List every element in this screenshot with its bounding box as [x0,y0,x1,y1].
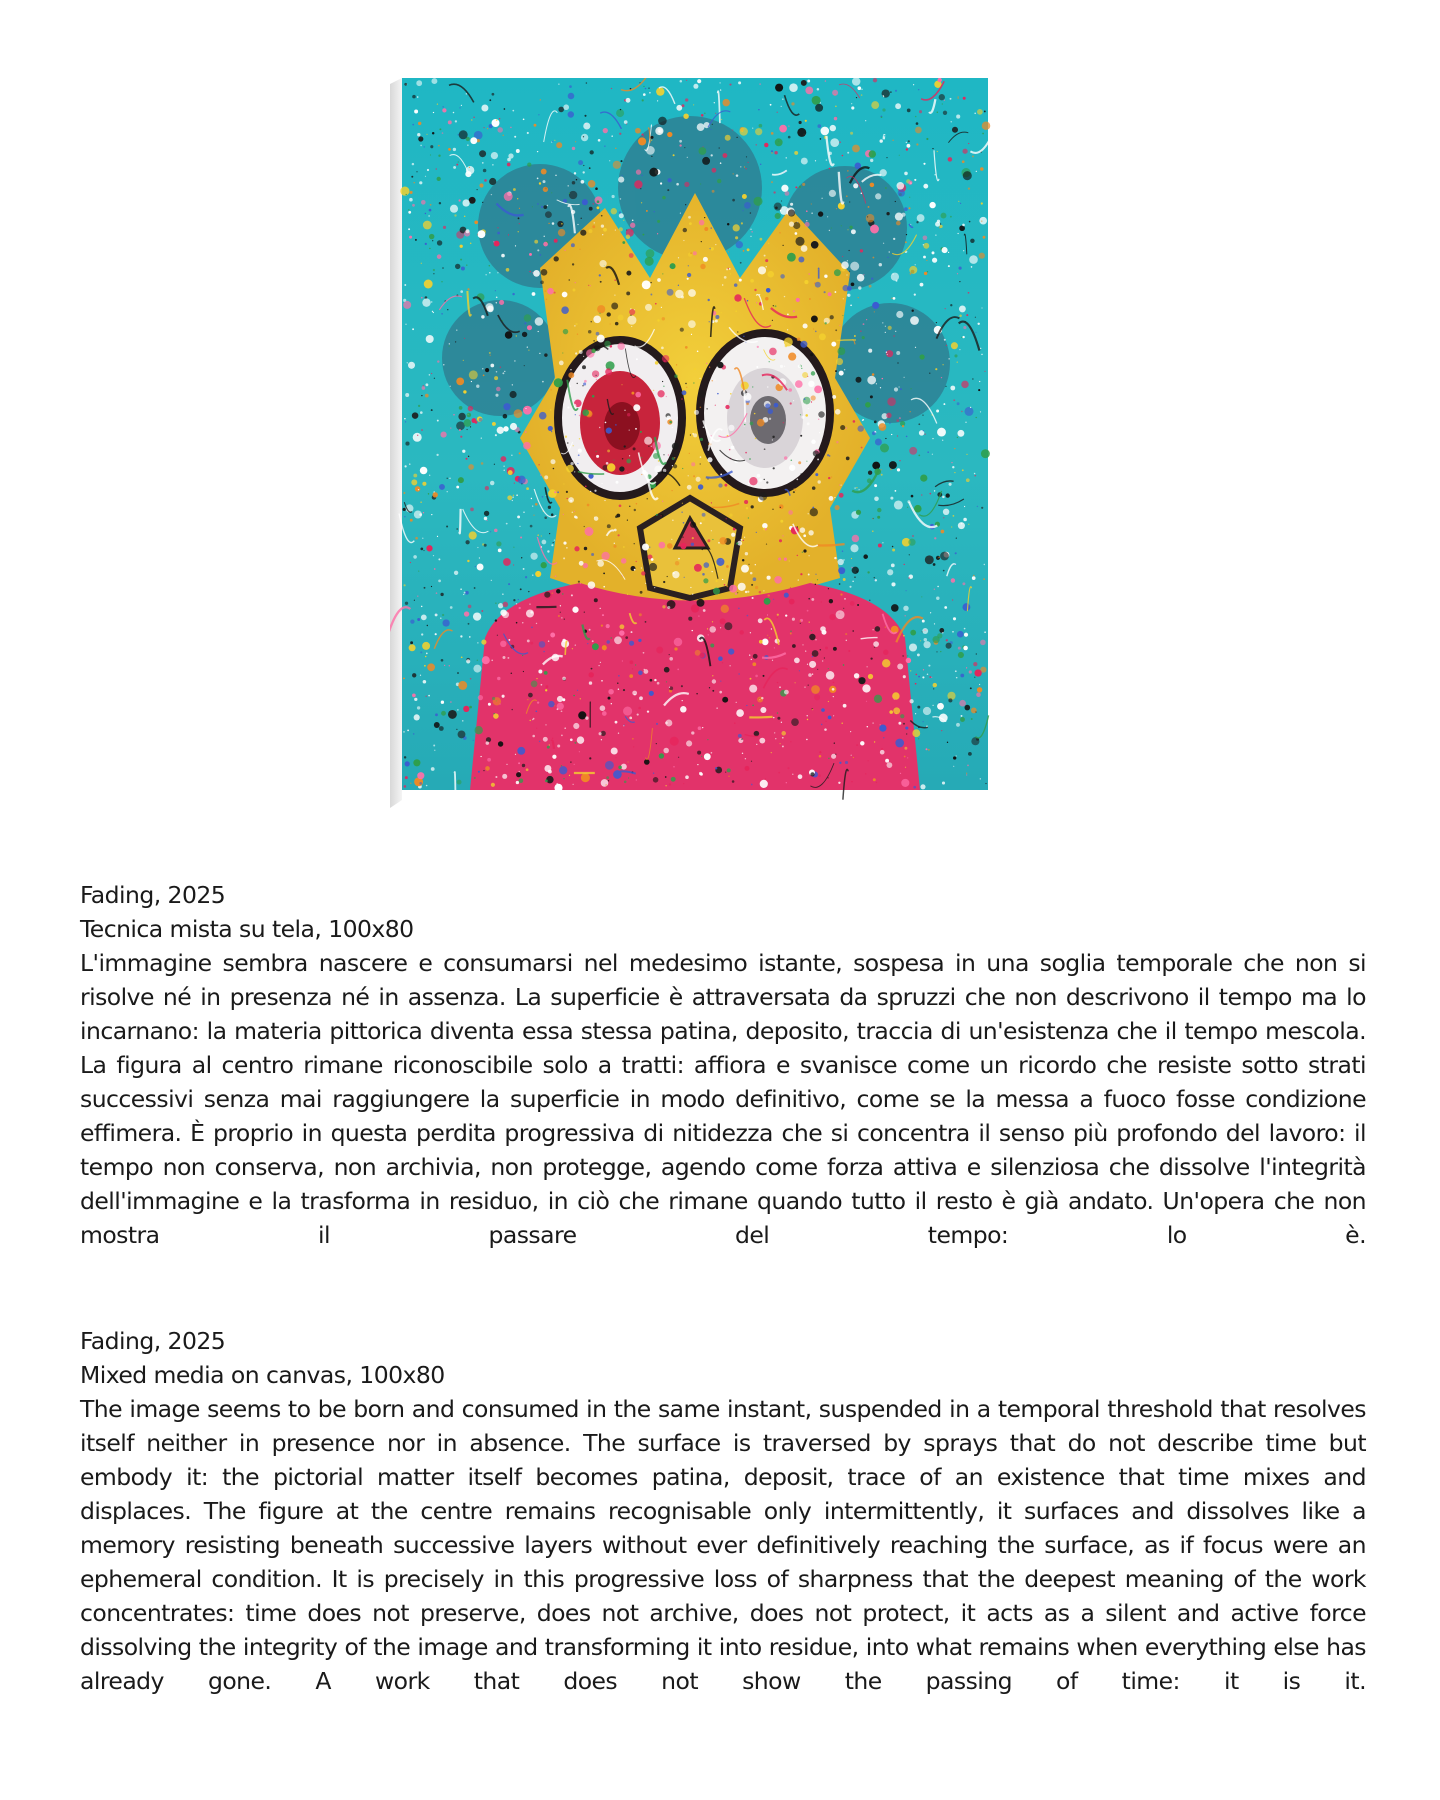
artwork-medium-english: Mixed media on canvas, 100x80 [80,1361,445,1389]
english-caption [80,1324,1366,1698]
italian-caption [80,878,1366,1252]
artwork-description-italian: L'immagine sembra nascere e consumarsi nel medesimo istante, sospesa in una soglia temporale che non si risolve né in presenza né in assenza. La superficie è attraversata da spruzzi che non descrivono il tempo ma lo incarnano: la materia pittorica diventa essa stessa patina, deposito, traccia di un'esistenza che il tempo mescola. La figura al centro rimane riconoscibile solo a tratti: affiora e svanisce come un ricordo che resiste sotto strati successivi senza mai raggiungere la superficie in modo definitivo, come se la messa a fuoco fosse condizione effimera. È proprio in questa perdita progressiva di nitidezza che si concentra il senso più profondo del lavoro: il tempo non conserva, non archivia, non protegge, agendo come forza attiva e silenziosa che dissolve l'integrità dell'immagine e la trasforma in residuo, in ciò che rimane quando tutto il resto è già andato. Un'opera che non mostra il passare del tempo: lo è. [80,949,1366,1249]
artwork-description-english: The image seems to be born and consumed in the same instant, suspended in a temporal threshold that resolves itself neither in presence nor in absence. The surface is traversed by sprays that do not describe time but embody it: the pictorial matter itself becomes patina, deposit, trace of an existence that time mixes and displaces. The figure at the centre remains recognisable only intermittently, it surfaces and dissolves like a memory resisting beneath successive layers without ever definitively reaching the surface, as if focus were an ephemeral condition. It is precisely in this progressive loss of sharpness that the deepest meaning of the work concentrates: time does not preserve, does not archive, does not protect, it acts as a silent and active force dissolving the integrity of the image and transforming it into residue, into what remains when everything else has already gone. A work that does not show the passing of time: it is it. [80,1395,1366,1695]
artwork-title-english: Fading, 2025 [80,1327,226,1355]
splatter-painting-icon [390,78,1000,808]
artwork-image [390,78,1000,808]
artwork-title-italian: Fading, 2025 [80,881,226,909]
artwork-medium-italian: Tecnica mista su tela, 100x80 [80,915,414,943]
